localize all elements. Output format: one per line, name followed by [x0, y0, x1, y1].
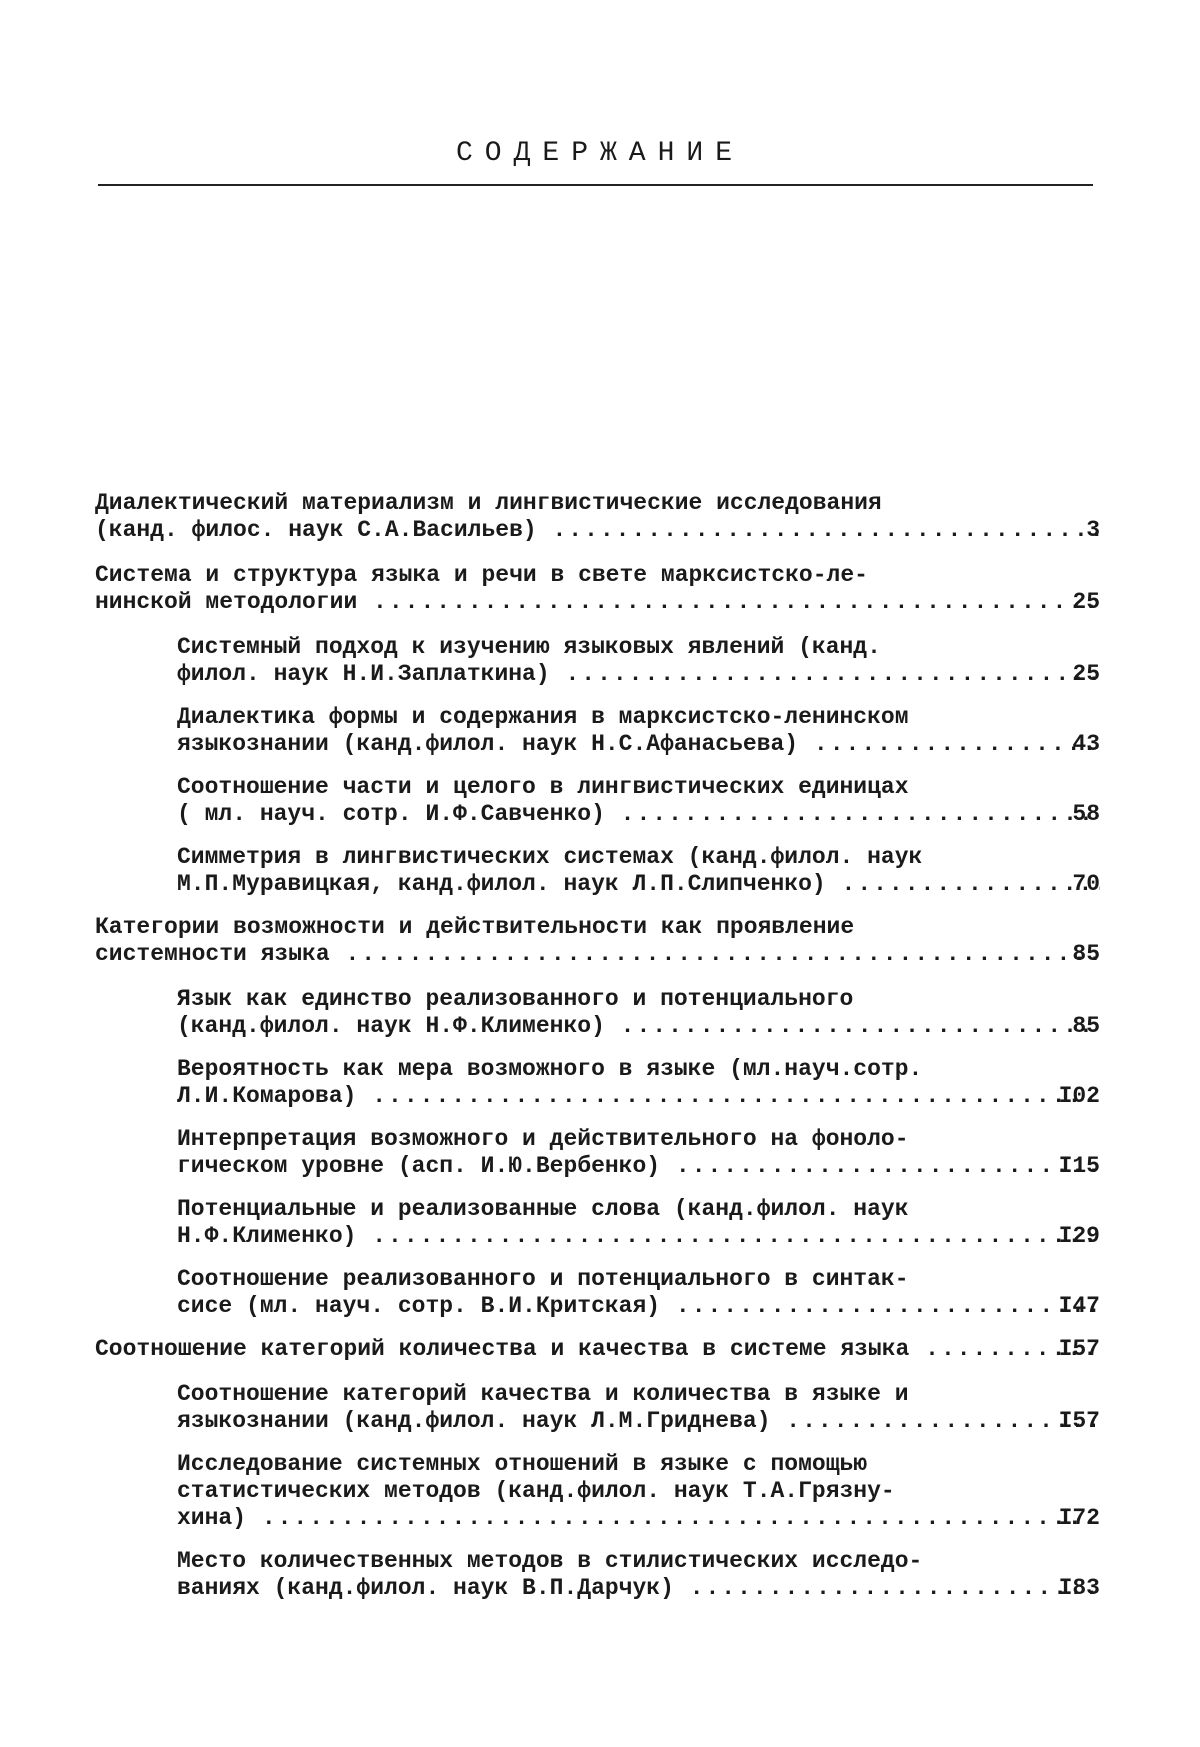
- entry-title: Вероятность как мера возможного в языке (мл.науч.сотр.: [177, 1056, 923, 1082]
- toc-article-entry: [177, 634, 1100, 688]
- title-underline: [98, 184, 1093, 186]
- entry-title-last-line: филол. наук Н.И.Заплаткина) .....: [177, 661, 1100, 688]
- toc-section-entry: [95, 490, 1100, 544]
- entry-title: Потенциальные и реализованные слова (канд.филол. наук: [177, 1196, 909, 1222]
- toc-article-entry: [177, 774, 1100, 828]
- page-number: I29: [1058, 1223, 1100, 1249]
- toc-article-entry: [177, 1126, 1100, 1180]
- table-of-contents: [95, 490, 1100, 1618]
- toc-article-entry: [177, 704, 1100, 758]
- entry-title-last-line: языкознании (канд.филол. наук Н.С.Афанасьева) .....: [177, 731, 1100, 758]
- entry-title: Диалектический материализм и лингвистические исследования: [95, 490, 882, 516]
- entry-title-last-line: нинской методологии .....: [95, 589, 1100, 616]
- toc-article-entry: [177, 1381, 1100, 1435]
- page-number: 25: [1072, 589, 1100, 615]
- entry-title-last-line: системности языка .....: [95, 941, 1100, 968]
- page-number: 3: [1086, 517, 1100, 543]
- entry-title: Категории возможности и действительности как проявление: [95, 914, 855, 940]
- entry-title-last-line: М.П.Муравицкая, канд.филол. наук Л.П.Слипченко) .....: [177, 871, 1100, 898]
- entry-title: Диалектика формы и содержания в марксистско-ленинском: [177, 704, 909, 730]
- page-number: I57: [1058, 1336, 1100, 1362]
- page-number: I72: [1058, 1505, 1100, 1531]
- entry-title-last-line: (канд.филол. наук Н.Ф.Клименко) .....: [177, 1013, 1100, 1040]
- entry-title: Интерпретация возможного и действительного на фоноло-: [177, 1126, 909, 1152]
- page-number: 43: [1072, 731, 1100, 757]
- entry-title-last-line: ( мл. науч. сотр. И.Ф.Савченко) .....: [177, 801, 1100, 828]
- entry-title-last-line: Н.Ф.Клименко) .....: [177, 1223, 1100, 1250]
- entry-title-last-line: сисе (мл. науч. сотр. В.И.Критская) .....: [177, 1293, 1100, 1320]
- entry-title: Соотношение категорий качества и количества в языке и: [177, 1381, 909, 1407]
- toc-section-entry: [95, 562, 1100, 616]
- page-title: СОДЕРЖАНИЕ: [455, 138, 745, 169]
- toc-section-entry: [95, 914, 1100, 968]
- toc-section-entry: [95, 1336, 1100, 1363]
- entry-title: Место количественных методов в стилистических исследо-: [177, 1548, 923, 1574]
- toc-article-entry: [177, 986, 1100, 1040]
- entry-title: Системный подход к изучению языковых явлений (канд.: [177, 634, 881, 660]
- toc-article-entry: [177, 1196, 1100, 1250]
- entry-title: Симметрия в лингвистических системах (канд.филол. наук: [177, 844, 923, 870]
- page-number: 58: [1072, 801, 1100, 827]
- entry-title-last-line: Л.И.Комарова) .....: [177, 1083, 1100, 1110]
- page-number: I02: [1058, 1083, 1100, 1109]
- entry-title: Соотношение реализованного и потенциального в синтак-: [177, 1266, 909, 1292]
- entry-title-last-line: (канд. филос. наук С.А.Васильев) .....: [95, 517, 1100, 544]
- entry-title-last-line: гическом уровне (асп. И.Ю.Вербенко) .....: [177, 1153, 1100, 1180]
- toc-article-entry: [177, 1548, 1100, 1602]
- entry-title: Соотношение части и целого в лингвистических единицах: [177, 774, 909, 800]
- page-number: I57: [1058, 1408, 1100, 1434]
- toc-article-entry: [177, 1266, 1100, 1320]
- page-number: 70: [1072, 871, 1100, 897]
- toc-article-entry: [177, 1451, 1100, 1532]
- entry-title-last-line: хина) .....: [177, 1505, 1100, 1532]
- toc-article-entry: [177, 1056, 1100, 1110]
- entry-title-last-line: языкознании (канд.филол. наук Л.М.Гриднева) .....: [177, 1408, 1100, 1435]
- entry-title: Язык как единство реализованного и потенциального: [177, 986, 854, 1012]
- page-number: I15: [1058, 1153, 1100, 1179]
- page-number: I83: [1058, 1575, 1100, 1601]
- entry-title: Система и структура языка и речи в свете марксистско-ле-: [95, 562, 868, 588]
- entry-title-last-line: ваниях (канд.филол. наук В.П.Дарчук) .....: [177, 1575, 1100, 1602]
- entry-title: Исследование системных отношений в языке с помощью статистических методов (канд.филол. наук Т.А.Грязну-: [177, 1451, 895, 1504]
- page-number: I47: [1058, 1293, 1100, 1319]
- entry-title-last-line: Соотношение категорий количества и качества в системе языка .....: [95, 1336, 1100, 1363]
- page-number: 85: [1072, 941, 1100, 967]
- page-number: 85: [1072, 1013, 1100, 1039]
- page-number: 25: [1072, 661, 1100, 687]
- toc-article-entry: [177, 844, 1100, 898]
